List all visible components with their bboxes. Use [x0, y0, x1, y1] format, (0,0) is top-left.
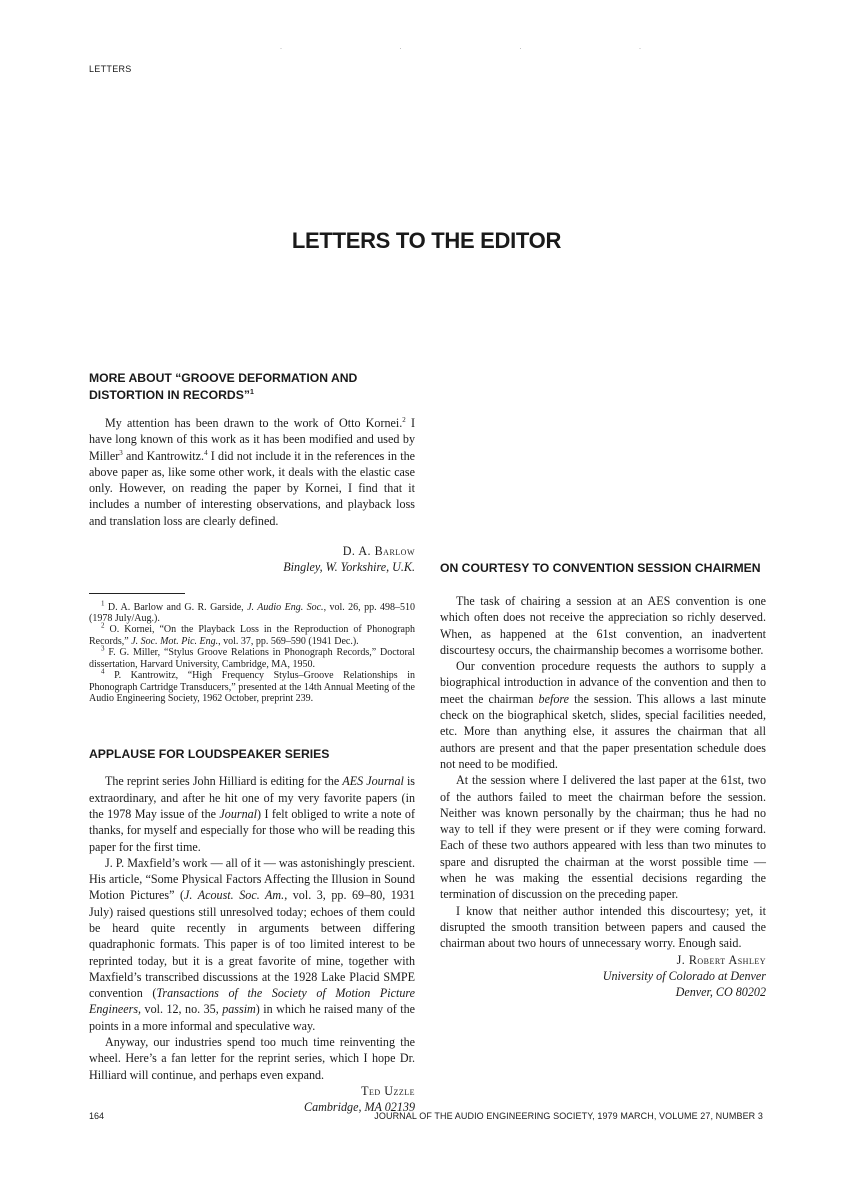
- journal-footer: JOURNAL OF THE AUDIO ENGINEERING SOCIETY, 1979 MARCH, VOLUME 27, NUMBER 3: [374, 1111, 763, 1121]
- letter1-signature-name: D. A. Barlow: [342, 544, 415, 559]
- letter1-signature-place: Bingley, W. Yorkshire, U.K.: [283, 560, 415, 575]
- letter3-heading: ON COURTESY TO CONVENTION SESSION CHAIRMEN: [440, 561, 761, 575]
- text: J. Audio Eng. Soc.: [247, 601, 324, 613]
- text: My attention has been drawn to the work of Otto Kornei.: [105, 416, 403, 430]
- text: and Kantrowitz.: [122, 448, 205, 463]
- footnote-2: [89, 624, 415, 647]
- page-title: LETTERS TO THE EDITOR: [291, 228, 562, 253]
- letter2-signature-name: Ted Uzzle: [361, 1083, 415, 1098]
- letter2-paragraph-2: [89, 855, 415, 1034]
- letter1-heading: [89, 370, 415, 404]
- letter3-paragraph-2: [440, 658, 766, 772]
- letter3-signature-place-2: Denver, CO 80202: [675, 985, 766, 1000]
- letter1-paragraph: [89, 415, 415, 529]
- footnote-1: [89, 599, 416, 625]
- scan-specks: · · · ·: [280, 46, 699, 52]
- left-column: [89, 370, 415, 1116]
- text: I have long known of this work as it has been modified and used by Miller: [89, 416, 415, 463]
- letter3-paragraph-3: At the session where I delivered the last paper at the 61st, two of the authors failed to meet the chairman before the session. Neither was known personally by the chairman; thus he had no way to tell if they were present or if they were coming forward. Each of these two authors appeared with less than two minutes to spare and disrupted the chairman at the worst possible time — when he was making the essential decisions regarding the termination of discussion on the preceding paper.: [440, 773, 766, 902]
- text: P. Kantrowitz, “High Frequency Stylus–Groove Relationships in Phonograph Cartridge Transducers,” presented at the 14th Annual Meeting of the Audio Engineering Society, 1962 October, preprint 239.: [89, 670, 416, 704]
- text: ) in which he raised many of the points in a more informal and speculative way.: [89, 1002, 415, 1033]
- text: , vol. 3, pp. 69–80, 1931 July) raised questions still unresolved today; echoes of them could be heard quite recently in arguments between differing quadraphonic formats. This paper is of too limited interest to be reprinted today, but it is a great favorite of mine, together with Maxfield’s transcribed discussions at the 1928 Lake Placid SMPE convention (: [89, 888, 415, 1001]
- footnote-ref: 2: [402, 415, 406, 424]
- text: the session. This allows a last minute check on the biographical sketch, slides, special facilities needed, etc. More than anything else, it assures the chairman that all authors are present and that the paper presentation schedule does not need to be modified.: [440, 691, 766, 771]
- text: Our convention procedure requests the authors to supply a biographical introduction in advance of the convention and then to meet the chairman: [440, 659, 766, 706]
- letter3-paragraph-1: The task of chairing a session at an AES convention is one which often does not receive the appreciation so richly deserved. When, as happened at the 61st convention, an inadvertent discourtesy occurs, the chairmanship becomes a worrisome bother.: [440, 594, 766, 657]
- text: F. G. Miller, “Stylus Groove Relations in Phonograph Records,” Doctoral dissertation, Harvard University, Cambridge, MA, 1950.: [89, 647, 415, 670]
- text: The reprint series John Hilliard is editing for the: [105, 774, 343, 789]
- text: ) I felt obliged to write a note of thanks, for myself and especially for those who will be reading this paper for the first time.: [89, 806, 416, 854]
- letter3-signature-place-1: University of Colorado at Denver: [602, 968, 766, 983]
- text: Transactions of the Society of Motion Picture Engineers,: [89, 986, 415, 1017]
- letter1-heading-text: MORE ABOUT “GROOVE DEFORMATION AND DISTORTION IN RECORDS”: [89, 371, 358, 402]
- text: passim: [222, 1002, 256, 1017]
- letter1-heading-ref: 1: [249, 388, 254, 396]
- text: , vol. 37, pp. 569–590 (1941 Dec.).: [218, 635, 359, 647]
- text: before: [538, 691, 569, 706]
- text: is extraordinary, and after he hit one of my very favorite papers (in the 1978 May issue of the: [89, 774, 416, 821]
- footnote-3: [89, 644, 415, 670]
- text: I did not include it in the references in the above paper as, like some other work, it deals with the elastic case only. However, on reading the paper by Kornei, I find that it includes a number of interesting observations, and playback loss and translation loss are clearly defined.: [89, 448, 415, 528]
- footnote-ref: 3: [119, 448, 123, 457]
- footnote-number: 2: [101, 622, 105, 631]
- text: O. Kornei, “On the Playback Loss in the Reproduction of Phonograph Records,”: [89, 624, 415, 647]
- text: AES Journal: [342, 774, 404, 789]
- text: J. Soc. Mot. Pic. Eng.: [131, 635, 219, 647]
- footnotes: [89, 599, 416, 705]
- text: J. P. Maxfield’s work — all of it — was astonishingly prescient. His article, “Some Physical Factors Affecting the Illusion in Sound Motion Pictures” (: [89, 855, 415, 903]
- letter2-paragraph-3: Anyway, our industries spend too much time reinventing the wheel. Here’s a fan letter for the reprint series, which I hope Dr. Hilliard will continue, and perhaps even expand.: [89, 1035, 415, 1082]
- letter2-heading: APPLAUSE FOR LOUDSPEAKER SERIES: [89, 747, 330, 762]
- footnote-4: [89, 667, 416, 704]
- text: , vol. 26, pp. 498–510 (1978 July/Aug.).: [89, 601, 416, 625]
- letter2-signature-place: Cambridge, MA 02139: [304, 1100, 415, 1115]
- text: vol. 12, no. 35,: [141, 1002, 223, 1017]
- page-number: 164: [89, 1111, 105, 1121]
- text: Journal: [219, 806, 258, 821]
- right-column: [440, 370, 766, 1000]
- footnote-number: 4: [101, 667, 105, 676]
- letter2-paragraph-1: [89, 773, 415, 854]
- text: D. A. Barlow and G. R. Garside,: [107, 601, 248, 613]
- footnote-number: 1: [101, 599, 105, 608]
- footnote-ref: 4: [204, 448, 208, 457]
- letter3-paragraph-4: I know that neither author intended this discourtesy; yet, it disrupted the smooth transition between papers and caused the chairman about two hours of unnecessary worry. Enough said.: [440, 903, 766, 951]
- running-head: LETTERS: [89, 64, 132, 74]
- footnote-number: 3: [101, 644, 105, 653]
- letter3-signature-name: J. Robert Ashley: [676, 952, 766, 967]
- text: J. Acoust. Soc. Am.: [184, 888, 285, 903]
